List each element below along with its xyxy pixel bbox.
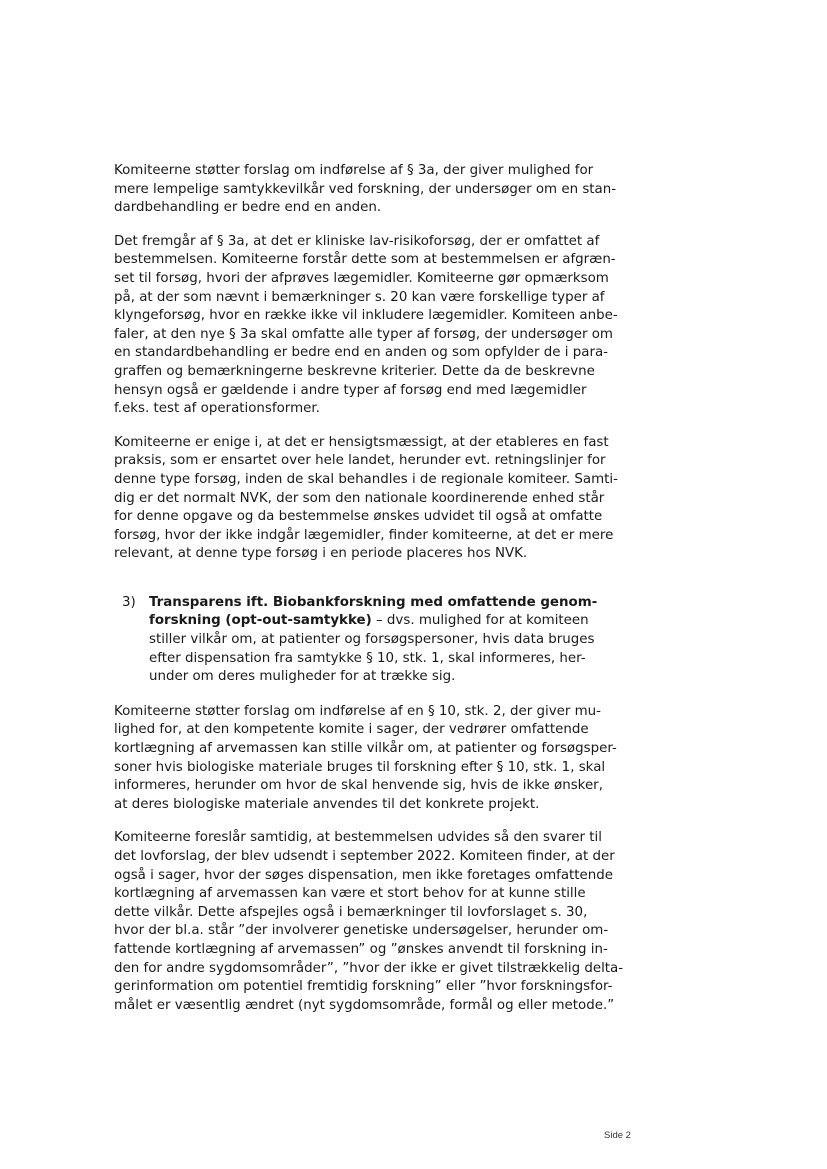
paragraph-2: Det fremgår af § 3a, at det er kliniske lav-risikoforsøg, der er omfattet af bestemmelsen. Komiteerne forstår dette som at bestemmelsen er afgræn- set til forsøg, hvori der afprøves lægemidler. Komiteerne gør opmærksom på, at der som nævnt i bemærkninger s. 20 kan være forskellige typer af klyngeforsøg, hvor en række ikke vil inkludere lægemidler. Komiteen anbe- faler, at den nye § 3a skal omfatte alle typer af forsøg, der undersøger om en standardbehandling er bedre end en anden og som opfylder de i para- graffen og bemærkningerne beskrevne kriterier. Dette da de beskrevne hensyn også er gældende i andre typer af forsøg end med lægemidler f.eks. test af operationsformer. xyxy=(114,233,618,417)
paragraph-3: Komiteerne er enige i, at det er hensigtsmæssigt, at der etableres en fast praksis, som er ensartet over hele landet, herunder evt. retningslinjer for denne type forsøg, inden de skal behandles i de regionale komiteer. Samti- dig er det normalt NVK, der som den nationale koordinerende enhed står for denne opgave og da bestemmelse ønskes udvidet til også at omfatte forsøg, hvor der ikke indgår lægemidler, finder komiteerne, at det er mere relevant, at denne type forsøg i en periode placeres hos NVK. xyxy=(114,434,618,562)
page-number: Side 2 xyxy=(604,1130,631,1141)
list-heading-line-1: Transparens ift. Biobankforskning med omfattende genom- xyxy=(149,594,598,610)
document-body xyxy=(114,162,634,1015)
paragraph-4: Komiteerne støtter forslag om indførelse af en § 10, stk. 2, der giver mu- lighed for, at den kompetente komite i sager, der vedrører omfattende kortlægning af arvemassen kan stille vilkår om, at patienter og forsøgsper- soner hvis biologiske materiale bruges til forskning efter § 10, stk. 1, skal informeres, herunder om hvor de skal henvende sig, hvis de ikke ønsker, at deres biologiske materiale anvendes til det konkrete projekt. xyxy=(114,703,617,812)
list-text-line-2: – dvs. mulighed for at komiteen xyxy=(371,613,589,629)
paragraph-1: Komiteerne støtter forslag om indførelse af § 3a, der giver mulighed for mere lempelige samtykkevilkår ved forskning, der undersøger om en stan- dardbehandling er bedre end en anden. xyxy=(114,163,617,216)
numbered-item-3: 3) Transparens ift. Biobankforskning med omfattende genom- forskning (opt-out-samtykke) – dvs. mulighed for at komiteen stiller vilkår om, at patienter og forsøgspersoner, hvis data bruges efter dispensation fra samtykke § 10, stk. 1, skal informeres, her- under om deres muligheder for at trække sig. xyxy=(114,594,634,687)
list-heading-line-2: forskning (opt-out-samtykke) xyxy=(149,613,372,629)
list-number: 3) xyxy=(122,594,136,610)
paragraph-5: Komiteerne foreslår samtidig, at bestemmelsen udvides så den svarer til det lovforslag, der blev udsendt i september 2022. Komiteen finder, at der også i sager, hvor der søges dispensation, men ikke foretages omfattende kortlægning af arvemassen kan være et stort behov for at kunne stille dette vilkår. Dette afspejles også i bemærkninger til lovforslaget s. 30, hvor der bl.a. står ”der involverer genetiske undersøgelser, herunder om- fattende kortlægning af arvemassen” og ”ønskes anvendt til forskning in- den for andre sygdomsområder”, ”hvor der ikke er givet tilstrækkelig delta- gerinformation om potentiel fremtidig forskning” eller ”hvor forskningsfor- målet er væsentlig ændret (nyt sygdomsområde, formål og eller metode.” xyxy=(114,830,624,1013)
